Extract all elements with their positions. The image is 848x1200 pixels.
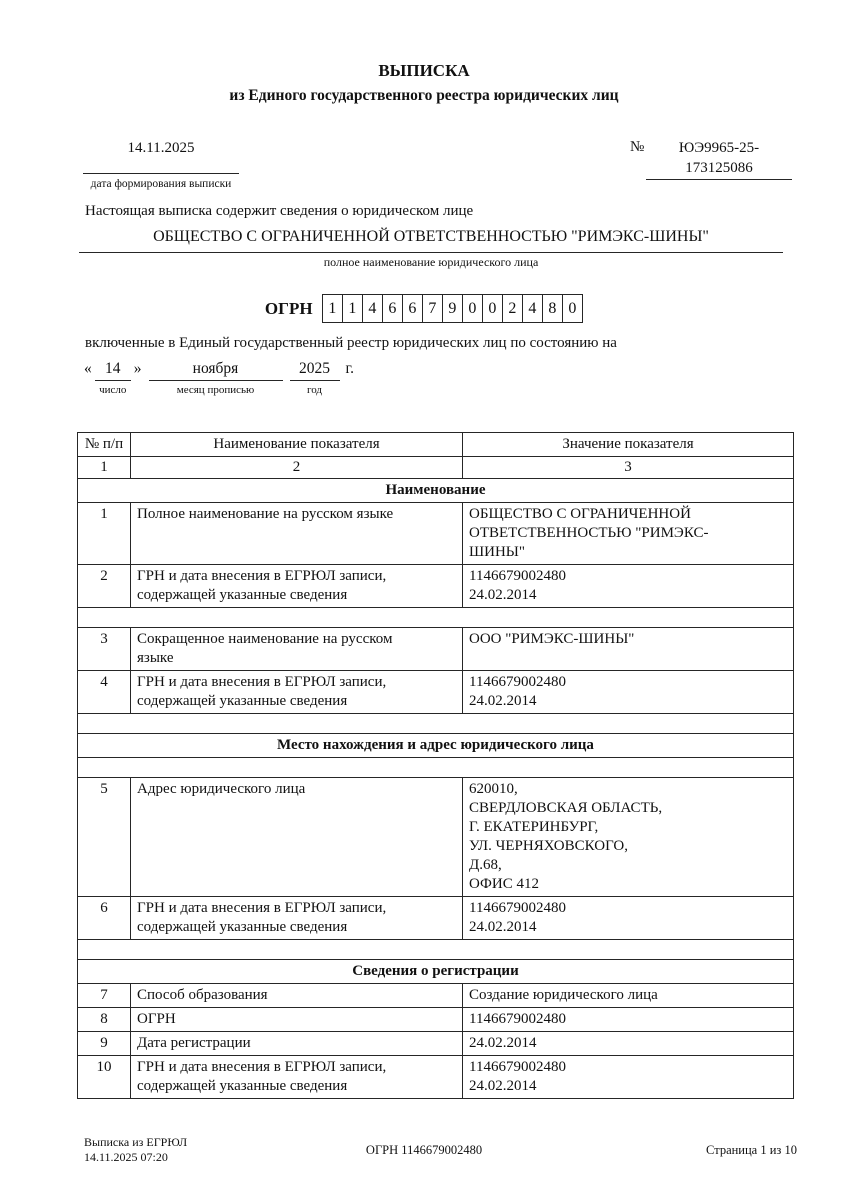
company-name-block bbox=[79, 224, 783, 270]
extract-number-line2: 173125086 bbox=[685, 160, 753, 176]
company-name-label: полное наименование юридического лица bbox=[323, 255, 539, 269]
day-value: 14 bbox=[95, 359, 131, 381]
column-number-row bbox=[78, 457, 794, 479]
year-value: 2025 bbox=[290, 359, 340, 381]
row-number-cell: 5 bbox=[78, 778, 131, 897]
indicator-value-cell: 1146679002480 24.02.2014 bbox=[463, 671, 794, 714]
column-number-cell: 1 bbox=[78, 457, 131, 479]
month-field bbox=[149, 359, 283, 397]
date-in-words-row bbox=[81, 359, 354, 397]
formation-date-label: дата формирования выписки bbox=[90, 178, 232, 190]
extract-number-underline bbox=[646, 179, 792, 180]
row-number-cell: 4 bbox=[78, 671, 131, 714]
year-label: год bbox=[306, 384, 323, 396]
table-row bbox=[78, 565, 794, 608]
indicators-table bbox=[77, 432, 794, 1099]
ogrn-digit-box: 4 bbox=[522, 294, 544, 323]
footer-page-info: Страница 1 из 10 bbox=[706, 1143, 797, 1157]
document-subtitle: из Единого государственного реестра юридических лиц bbox=[229, 87, 619, 104]
footer-ogrn: ОГРН 1146679002480 bbox=[365, 1143, 483, 1157]
table-row bbox=[78, 1056, 794, 1099]
document-title: ВЫПИСКА bbox=[378, 61, 470, 80]
company-name: ОБЩЕСТВО С ОГРАНИЧЕННОЙ ОТВЕТСТВЕННОСТЬЮ "РИМЭКС-ШИНЫ" bbox=[79, 224, 783, 253]
row-number-cell: 1 bbox=[78, 503, 131, 565]
table-header-cell: Значение показателя bbox=[463, 433, 794, 457]
formation-date-block bbox=[83, 138, 239, 191]
extract-number-line1: ЮЭ9965-25- bbox=[678, 140, 760, 156]
ogrn-digit-box: 1 bbox=[342, 294, 364, 323]
indicator-name-cell: Дата регистрации bbox=[131, 1032, 463, 1056]
extract-number-sign: № bbox=[630, 139, 645, 155]
ogrn-row bbox=[0, 294, 848, 323]
indicators-table-body bbox=[78, 479, 794, 1099]
table-row bbox=[78, 1008, 794, 1032]
column-number-cell: 2 bbox=[131, 457, 463, 479]
indicator-name-cell: ГРН и дата внесения в ЕГРЮЛ записи, содержащей указанные сведения bbox=[131, 1056, 463, 1099]
indicator-value-cell: 1146679002480 24.02.2014 bbox=[463, 1056, 794, 1099]
day-field bbox=[95, 359, 131, 397]
table-header-cell: Наименование показателя bbox=[131, 433, 463, 457]
ogrn-digit-box: 9 bbox=[442, 294, 464, 323]
spacer-cell bbox=[78, 758, 794, 778]
column-number-cell: 3 bbox=[463, 457, 794, 479]
indicator-value-cell: ООО "РИМЭКС-ШИНЫ" bbox=[463, 628, 794, 671]
year-field bbox=[290, 359, 340, 397]
indicator-value-cell: 620010, СВЕРДЛОВСКАЯ ОБЛАСТЬ, Г. ЕКАТЕРИНБУРГ, УЛ. ЧЕРНЯХОВСКОГО, Д.68, ОФИС 412 bbox=[463, 778, 794, 897]
table-header-cell: № п/п bbox=[78, 433, 131, 457]
indicator-name-cell: ГРН и дата внесения в ЕГРЮЛ записи, содержащей указанные сведения bbox=[131, 671, 463, 714]
ogrn-label: ОГРН bbox=[264, 298, 313, 318]
day-label: число bbox=[99, 384, 127, 396]
row-number-cell: 3 bbox=[78, 628, 131, 671]
section-label: Место нахождения и адрес юридического лица bbox=[78, 734, 794, 758]
indicator-value-cell: 1146679002480 24.02.2014 bbox=[463, 565, 794, 608]
row-number-cell: 6 bbox=[78, 897, 131, 940]
indicator-value-cell: 1146679002480 24.02.2014 bbox=[463, 897, 794, 940]
spacer-row bbox=[78, 940, 794, 960]
footer-doc-type: Выписка из ЕГРЮЛ bbox=[84, 1135, 188, 1149]
ogrn-digit-box: 8 bbox=[542, 294, 564, 323]
ogrn-digit-box: 2 bbox=[502, 294, 524, 323]
close-quote: » bbox=[133, 360, 142, 377]
indicator-name-cell: Полное наименование на русском языке bbox=[131, 503, 463, 565]
intro-text: Настоящая выписка содержит сведения о юридическом лице bbox=[85, 203, 474, 219]
indicator-value-cell: 24.02.2014 bbox=[463, 1032, 794, 1056]
section-row bbox=[78, 734, 794, 758]
indicator-name-cell: Сокращенное наименование на русском языке bbox=[131, 628, 463, 671]
row-number-cell: 8 bbox=[78, 1008, 131, 1032]
ogrn-digit-box: 6 bbox=[402, 294, 424, 323]
spacer-cell bbox=[78, 714, 794, 734]
table-row bbox=[78, 628, 794, 671]
month-value: ноября bbox=[149, 359, 283, 381]
included-text: включенные в Единый государственный реестр юридических лиц по состоянию на bbox=[85, 335, 617, 351]
ogrn-digit-box: 6 bbox=[382, 294, 404, 323]
spacer-row bbox=[78, 758, 794, 778]
month-label: месяц прописью bbox=[176, 384, 255, 396]
ogrn-digit-box: 0 bbox=[462, 294, 484, 323]
ogrn-digit-box: 0 bbox=[562, 294, 584, 323]
table-row bbox=[78, 778, 794, 897]
table-row bbox=[78, 897, 794, 940]
section-label: Сведения о регистрации bbox=[78, 960, 794, 984]
indicator-name-cell: ГРН и дата внесения в ЕГРЮЛ записи, содержащей указанные сведения bbox=[131, 565, 463, 608]
indicator-value-cell: 1146679002480 bbox=[463, 1008, 794, 1032]
table-row bbox=[78, 503, 794, 565]
footer-datetime: 14.11.2025 07:20 bbox=[84, 1149, 168, 1164]
indicator-value-cell: Создание юридического лица bbox=[463, 984, 794, 1008]
ogrn-digit-box: 7 bbox=[422, 294, 444, 323]
spacer-cell bbox=[78, 608, 794, 628]
extract-number-block bbox=[646, 138, 792, 180]
row-number-cell: 7 bbox=[78, 984, 131, 1008]
section-row bbox=[78, 479, 794, 503]
formation-date-value: 14.11.2025 bbox=[83, 138, 239, 174]
table-row bbox=[78, 671, 794, 714]
indicators-table-head bbox=[78, 433, 794, 479]
indicator-name-cell: ГРН и дата внесения в ЕГРЮЛ записи, содержащей указанные сведения bbox=[131, 897, 463, 940]
year-suffix: г. bbox=[345, 360, 354, 377]
ogrn-digit-box: 0 bbox=[482, 294, 504, 323]
table-row bbox=[78, 1032, 794, 1056]
indicator-name-cell: Способ образования bbox=[131, 984, 463, 1008]
indicators-table-wrap bbox=[77, 432, 793, 1099]
ogrn-digit-box: 1 bbox=[322, 294, 344, 323]
indicator-name-cell: Адрес юридического лица bbox=[131, 778, 463, 897]
section-row bbox=[78, 960, 794, 984]
spacer-cell bbox=[78, 940, 794, 960]
section-label: Наименование bbox=[78, 479, 794, 503]
indicator-value-cell: ОБЩЕСТВО С ОГРАНИЧЕННОЙ ОТВЕТСТВЕННОСТЬЮ "РИМЭКС- ШИНЫ" bbox=[463, 503, 794, 565]
ogrn-digit-boxes bbox=[322, 294, 584, 323]
open-quote: « bbox=[84, 360, 92, 377]
table-header-row bbox=[78, 433, 794, 457]
row-number-cell: 2 bbox=[78, 565, 131, 608]
spacer-row bbox=[78, 714, 794, 734]
row-number-cell: 10 bbox=[78, 1056, 131, 1099]
spacer-row bbox=[78, 608, 794, 628]
row-number-cell: 9 bbox=[78, 1032, 131, 1056]
table-row bbox=[78, 984, 794, 1008]
indicator-name-cell: ОГРН bbox=[131, 1008, 463, 1032]
ogrn-digit-box: 4 bbox=[362, 294, 384, 323]
